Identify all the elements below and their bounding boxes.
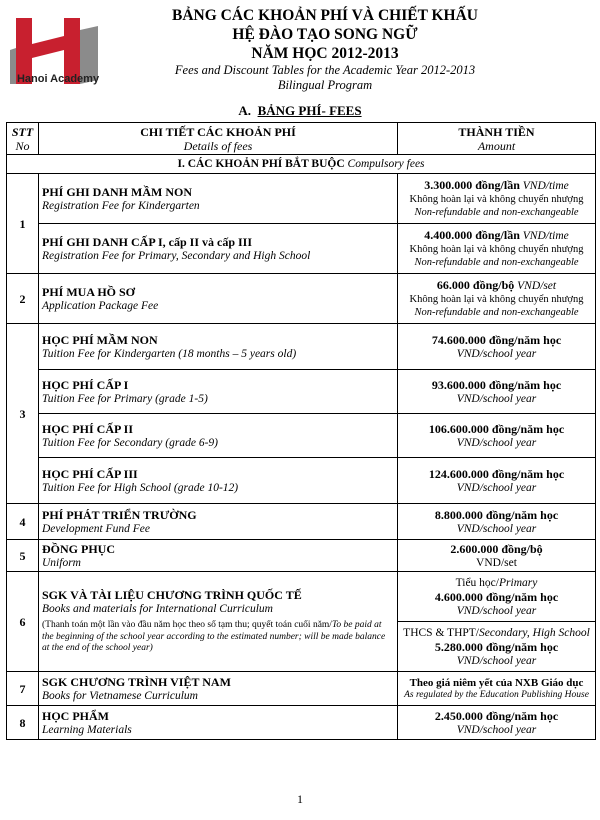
row-number: 3 — [7, 324, 39, 504]
fee-amount — [398, 572, 596, 622]
fee-name-en: Tuition Fee for Kindergarten (18 months – 5 years old) — [42, 347, 297, 360]
amount-value: 8.800.000 — [434, 507, 483, 522]
table-row — [7, 706, 596, 740]
table-row — [7, 370, 596, 414]
amount-value: 93.600.000 — [431, 377, 486, 392]
header-stt-en: No — [15, 138, 30, 153]
table-row — [7, 458, 596, 504]
document-header — [110, 6, 540, 93]
table-header-row — [7, 123, 596, 155]
fees-table — [6, 122, 596, 740]
level-label-vn: Tiểu học/ — [455, 576, 499, 589]
amount-unit-en: As regulated by the Education Publishing House — [404, 689, 589, 700]
section-a-prefix: A. — [238, 103, 252, 118]
group-row — [7, 155, 596, 174]
amount-unit-en: VND/school year — [456, 654, 537, 667]
header-stt-vn: STT — [11, 124, 34, 139]
fee-name-en: Books for Vietnamese Curriculum — [42, 689, 198, 702]
payment-note-vn: (Thanh toán một lần vào đầu năm học theo số tạm thu; quyết toán cuối năm/ — [42, 620, 332, 631]
fee-detail — [39, 504, 398, 540]
fee-name-vn: HỌC PHÍ MẦM NON — [42, 332, 158, 347]
fee-detail — [39, 672, 398, 706]
fee-detail — [39, 370, 398, 414]
fee-detail — [39, 540, 398, 572]
nonref-en: Non-refundable and non-exchangeable — [414, 307, 579, 318]
fee-amount — [398, 224, 596, 274]
row-number: 4 — [7, 504, 39, 540]
fee-amount — [398, 324, 596, 370]
table-row — [7, 672, 596, 706]
amount-unit-vn: đồng/năm học — [485, 507, 559, 522]
level-label-vn: THCS & THPT/ — [403, 626, 479, 639]
fee-detail — [39, 224, 398, 274]
amount-unit-en: VND/set — [517, 280, 557, 292]
amount-value: 66.000 đồng/bộ — [436, 278, 515, 292]
amount-value: 3.300.000 đồng/lần — [424, 178, 520, 192]
nonref-en: Non-refundable and non-exchangeable — [414, 257, 579, 268]
fee-amount — [398, 672, 596, 706]
amount-unit-en: VND/school year — [456, 522, 537, 535]
amount-unit-en: VND/time — [522, 180, 569, 192]
level-label-en: Secondary, High School — [479, 626, 590, 639]
header-stt — [7, 123, 39, 155]
table-row — [7, 572, 596, 622]
amount-value: 2.600.000 đồng/bộ — [450, 541, 543, 556]
nonref-vn: Không hoàn lại và không chuyển nhượng — [409, 294, 584, 305]
row-number: 7 — [7, 672, 39, 706]
fee-detail — [39, 458, 398, 504]
fee-amount — [398, 504, 596, 540]
table-row — [7, 540, 596, 572]
subtitle-en-2: Bilingual Program — [277, 78, 373, 92]
fee-name-en: Tuition Fee for High School (grade 10-12) — [42, 481, 239, 494]
payment-note-en: To be paid at the beginning of the school year according to the estimated number; will be made balance at the end of the school year) — [42, 620, 386, 654]
level-label-en: Primary — [499, 576, 538, 589]
section-a-label: BẢNG PHÍ- FEES — [257, 103, 362, 118]
fee-amount — [398, 458, 596, 504]
table-row — [7, 174, 596, 224]
fee-name-vn: PHÍ MUA HỒ SƠ — [42, 284, 136, 299]
title-line-2: HỆ ĐÀO TẠO SONG NGỮ — [232, 26, 418, 43]
amount-unit-vn: đồng/năm học — [491, 421, 565, 436]
fee-name-en: Books and materials for International Curriculum — [42, 603, 273, 616]
header-amount-vn: THÀNH TIỀN — [458, 124, 535, 139]
group-title-en: Compulsory fees — [347, 158, 425, 170]
nonref-vn: Không hoàn lại và không chuyển nhượng — [409, 244, 584, 255]
amount-unit-en: VND/school year — [456, 604, 537, 617]
fee-detail — [39, 174, 398, 224]
fee-name-en: Tuition Fee for Primary (grade 1-5) — [42, 392, 208, 405]
page-number: 1 — [297, 792, 303, 806]
fee-name-vn: SGK CHƯƠNG TRÌNH VIỆT NAM — [42, 674, 231, 689]
amount-unit-vn: đồng/năm học — [485, 708, 559, 723]
fee-name-vn: ĐỒNG PHỤC — [42, 541, 115, 556]
section-a-title — [0, 103, 600, 119]
fee-amount — [398, 540, 596, 572]
table-row — [7, 414, 596, 458]
row-number: 6 — [7, 572, 39, 672]
row-number: 5 — [7, 540, 39, 572]
header-amount-en: Amount — [477, 138, 516, 153]
fee-name-en: Application Package Fee — [42, 299, 159, 312]
amount-unit-vn: đồng/năm học — [485, 639, 559, 654]
fee-name-en: Development Fund Fee — [42, 522, 150, 535]
table-row — [7, 224, 596, 274]
amount-unit-vn: đồng/năm học — [491, 466, 565, 481]
amount-unit-en: VND/school year — [456, 436, 537, 449]
fee-name-vn: HỌC PHÍ CẤP II — [42, 421, 134, 436]
nonref-en: Non-refundable and non-exchangeable — [414, 207, 579, 218]
logo-text: Hanoi Academy — [16, 73, 100, 85]
table-row — [7, 324, 596, 370]
header-details — [39, 123, 398, 155]
amount-unit-vn: đồng/năm học — [485, 589, 559, 604]
fee-name-vn: HỌC PHÍ CẤP I — [42, 377, 129, 392]
fee-amount — [398, 370, 596, 414]
amount-value: 106.600.000 — [428, 421, 489, 436]
amount-unit-en: VND/set — [476, 556, 517, 569]
fee-name-en: Uniform — [42, 556, 81, 569]
header-details-vn: CHI TIẾT CÁC KHOẢN PHÍ — [140, 124, 296, 139]
header-amount — [398, 123, 596, 155]
fee-amount — [398, 706, 596, 740]
fee-name-vn: PHÍ GHI DANH CẤP I, cấp II và cấp III — [42, 234, 253, 249]
row-number: 2 — [7, 274, 39, 324]
table-row — [7, 274, 596, 324]
subtitle-en-1: Fees and Discount Tables for the Academic Year 2012-2013 — [174, 63, 476, 77]
fee-name-en: Registration Fee for Kindergarten — [42, 199, 200, 212]
table-row — [7, 504, 596, 540]
payment-note — [42, 620, 394, 655]
fee-amount — [398, 274, 596, 324]
group-compulsory — [7, 155, 596, 174]
amount-unit-en: VND/time — [522, 230, 569, 242]
amount-value: Theo giá niêm yết của NXB Giáo dục — [409, 676, 584, 689]
fee-name-vn: HỌC PHÍ CẤP III — [42, 466, 138, 481]
row-number: 1 — [7, 174, 39, 274]
amount-value: 124.600.000 — [428, 466, 489, 481]
amount-value: 4.600.000 — [434, 589, 483, 604]
fee-name-vn: SGK VÀ TÀI LIỆU CHƯƠNG TRÌNH QUỐC TẾ — [42, 588, 302, 603]
fee-detail — [39, 706, 398, 740]
fee-name-en: Registration Fee for Primary, Secondary and High School — [42, 249, 311, 262]
title-line-3: NĂM HỌC 2012-2013 — [251, 45, 399, 62]
fee-name-en: Tuition Fee for Secondary (grade 6-9) — [42, 436, 218, 449]
amount-unit-en: VND/school year — [456, 347, 537, 360]
fee-amount — [398, 414, 596, 458]
row-number: 8 — [7, 706, 39, 740]
amount-unit-en: VND/school year — [456, 481, 537, 494]
amount-value: 5.280.000 — [434, 639, 483, 654]
fee-name-vn: PHÍ GHI DANH MẦM NON — [42, 184, 192, 199]
amount-unit-vn: đồng/năm học — [488, 377, 562, 392]
fee-detail — [39, 324, 398, 370]
fee-name-vn: HỌC PHẨM — [42, 708, 109, 723]
header-details-en: Details of fees — [183, 138, 253, 153]
amount-value: 4.400.000 đồng/lần — [424, 228, 520, 242]
fee-detail — [39, 572, 398, 672]
amount-value: 2.450.000 — [434, 708, 483, 723]
fee-detail — [39, 274, 398, 324]
fee-name-en: Learning Materials — [42, 723, 132, 736]
amount-unit-en: VND/school year — [456, 392, 537, 405]
title-line-1: BẢNG CÁC KHOẢN PHÍ VÀ CHIẾT KHẤU — [171, 7, 478, 24]
fee-detail — [39, 414, 398, 458]
nonref-vn: Không hoàn lại và không chuyển nhượng — [409, 194, 584, 205]
group-title-vn: I. CÁC KHOẢN PHÍ BẮT BUỘC — [177, 158, 345, 170]
fee-amount — [398, 622, 596, 672]
amount-unit-en: VND/school year — [456, 723, 537, 736]
amount-unit-vn: đồng/năm học — [488, 332, 562, 347]
fee-amount — [398, 174, 596, 224]
amount-value: 74.600.000 — [431, 332, 486, 347]
fee-name-vn: PHÍ PHÁT TRIỂN TRƯỜNG — [42, 507, 197, 522]
